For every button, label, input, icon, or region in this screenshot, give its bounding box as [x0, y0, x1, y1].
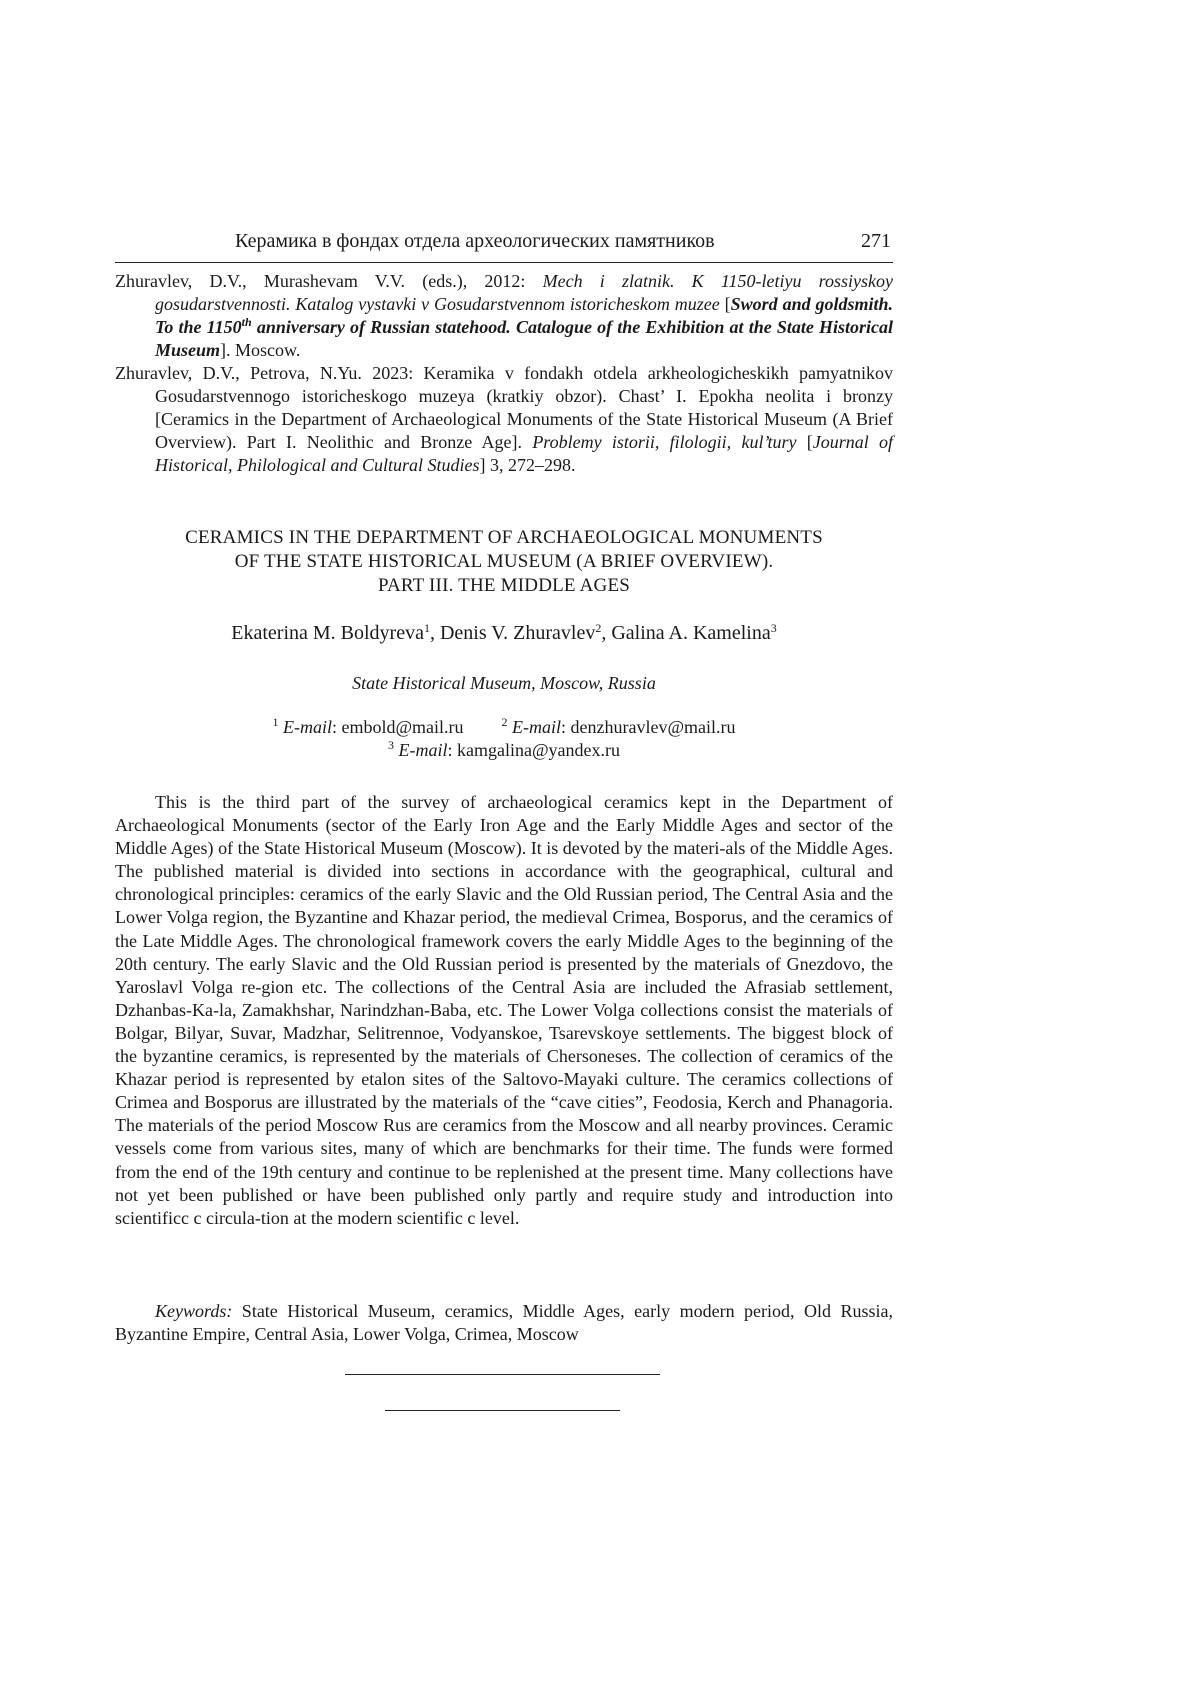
- author-mark: 3: [770, 621, 777, 635]
- ref-closing: ] 3, 272–298.: [479, 455, 576, 475]
- email-address[interactable]: : embold@mail.ru: [331, 717, 464, 737]
- email-label: E-mail: [512, 717, 562, 737]
- email-mark: 3: [387, 738, 394, 752]
- email-label: E-mail: [398, 740, 448, 760]
- keywords: [115, 1300, 893, 1346]
- affiliation: State Historical Museum, Moscow, Russia: [352, 673, 656, 693]
- ref-journal: Problemy istorii, filologii, kul’tury: [532, 432, 797, 452]
- author-separator: ,: [429, 622, 440, 644]
- ref-text: Zhuravlev, D.V., Petrova, N.Yu. 2023: Keramika v fondakh otdela arkheologicheskikh pamyatnikov Gosudarstvennogo istoricheskogo muzeya (kratkiy obzor). Chast’ I. Epokha neolita i bronzy [Ceramics in the Department of Archaeological Monuments of the State Historical Museum (A Brief Overview). Part I. Neolithic and Bronze Age].: [115, 363, 893, 452]
- author-mark: 2: [595, 621, 602, 635]
- separator-rule: [385, 1410, 620, 1411]
- author-name: Galina A. Kamelina: [611, 622, 771, 644]
- reference-entry: [115, 270, 893, 362]
- email-block: [115, 716, 893, 762]
- author-name: Denis V. Zhuravlev: [439, 622, 596, 644]
- reference-list: [115, 270, 893, 477]
- ref-superscript: th: [241, 315, 252, 329]
- email-address[interactable]: : kamgalina@yandex.ru: [447, 740, 621, 760]
- ref-journal-translation: Journal of Historical, Philological and Cultural Studies: [155, 432, 894, 475]
- article-title: [115, 526, 893, 598]
- email-label: E-mail: [282, 717, 332, 737]
- separator-rule: [345, 1374, 660, 1375]
- keywords-label: Keywords:: [155, 1301, 233, 1321]
- author-separator: ,: [601, 622, 612, 644]
- email-address[interactable]: : denzhuravlev@mail.ru: [561, 717, 736, 737]
- author-mark: 1: [423, 621, 430, 635]
- title-line: CERAMICS IN THE DEPARTMENT OF ARCHAEOLOGICAL MONUMENTS: [185, 527, 823, 548]
- email-line: [115, 739, 893, 762]
- keywords-list: State Historical Museum, ceramics, Middle Ages, early modern period, Old Russia, Byzantine Empire, Central Asia, Lower Volga, Crimea, Moscow: [115, 1301, 893, 1344]
- reference-entry: [115, 362, 893, 477]
- ref-closing: ]. Moscow.: [220, 340, 301, 360]
- email-line: [115, 716, 893, 739]
- ref-authors: Zhuravlev, D.V., Murashevam V.V. (eds.), 2012:: [115, 271, 543, 291]
- ref-translation-part: Sword and goldsmith. To the 1150: [155, 294, 893, 337]
- title-line: PART III. THE MIDDLE AGES: [377, 575, 631, 596]
- ref-title: Mech i zlatnik. K 1150-letiyu rossiyskoy gosudarstvennosti. Katalog vystavki v Gosudarstvennom istoricheskom muzee: [155, 271, 893, 314]
- ref-bracket: [: [796, 432, 813, 452]
- ref-bracket: [: [719, 294, 731, 314]
- page-number: 271: [861, 230, 891, 252]
- ref-translation-part: anniversary of Russian statehood. Catalogue of the Exhibition at the State Historical Museum: [155, 317, 893, 360]
- abstract: This is the third part of the survey of archaeological ceramics kept in the Department of Archaeological Monuments (sector of the Early Iron Age and the Early Middle Ages and sector of the Middle Ages) of the State Historical Museum (Moscow). It is devoted by the materi-als of the Middle Ages. The published material is divided into sections in accordance with the geographical, cultural and chronological principles: ceramics of the early Slavic and the Old Russian period, The Central Asia and the Lower Volga region, the Byzantine and Khazar period, the medieval Crimea, Bosporus, and the ceramics of the Late Middle Ages. The chronological framework covers the early Middle Ages to the beginning of the 20th century. The early Slavic and the Old Russian period is presented by the materials of Gnezdovo, the Yaroslavl Volga re-gion etc. The collections of the Central Asia are included the Afrasiab settlement, Dzhanbas-Ka-la, Zamakhshar, Narindzhan-Baba, etc. The Lower Volga collections consist the materials of Bolgar, Bilyar, Suvar, Madzhar, Selitrennoe, Vodyanskoe, Tsarevskoye settlements. The biggest block of the byzantine ceramics, is represented by the materials of Chersoneses. The collection of ceramics of the Khazar period is represented by etalon sites of the Saltovo-Mayaki culture. The ceramics collections of Crimea and Bosporus are illustrated by the materials of the “cave cities”, Feodosia, Kerch and Phanagoria. The materials of the period Moscow Rus are ceramics from the Moscow and all nearby provinces. Ceramic vessels come from various sites, many of which are benchmarks for their time. The funds were formed from the end of the 19th century and continue to be replenished at the present time. Many collections have not yet been published or have been published only partly and require study and introduction into scientificc c circula-tion at the modern scientific c level.: [115, 792, 893, 1228]
- email-mark: 2: [501, 715, 508, 729]
- title-line: OF THE STATE HISTORICAL MUSEUM (A BRIEF OVERVIEW).: [234, 551, 774, 572]
- page-header: [115, 228, 893, 263]
- author-name: Ekaterina M. Boldyreva: [231, 622, 424, 644]
- author-list: [115, 622, 893, 645]
- email-mark: 1: [272, 715, 279, 729]
- running-title: Керамика в фондах отдела археологических памятников: [235, 230, 715, 252]
